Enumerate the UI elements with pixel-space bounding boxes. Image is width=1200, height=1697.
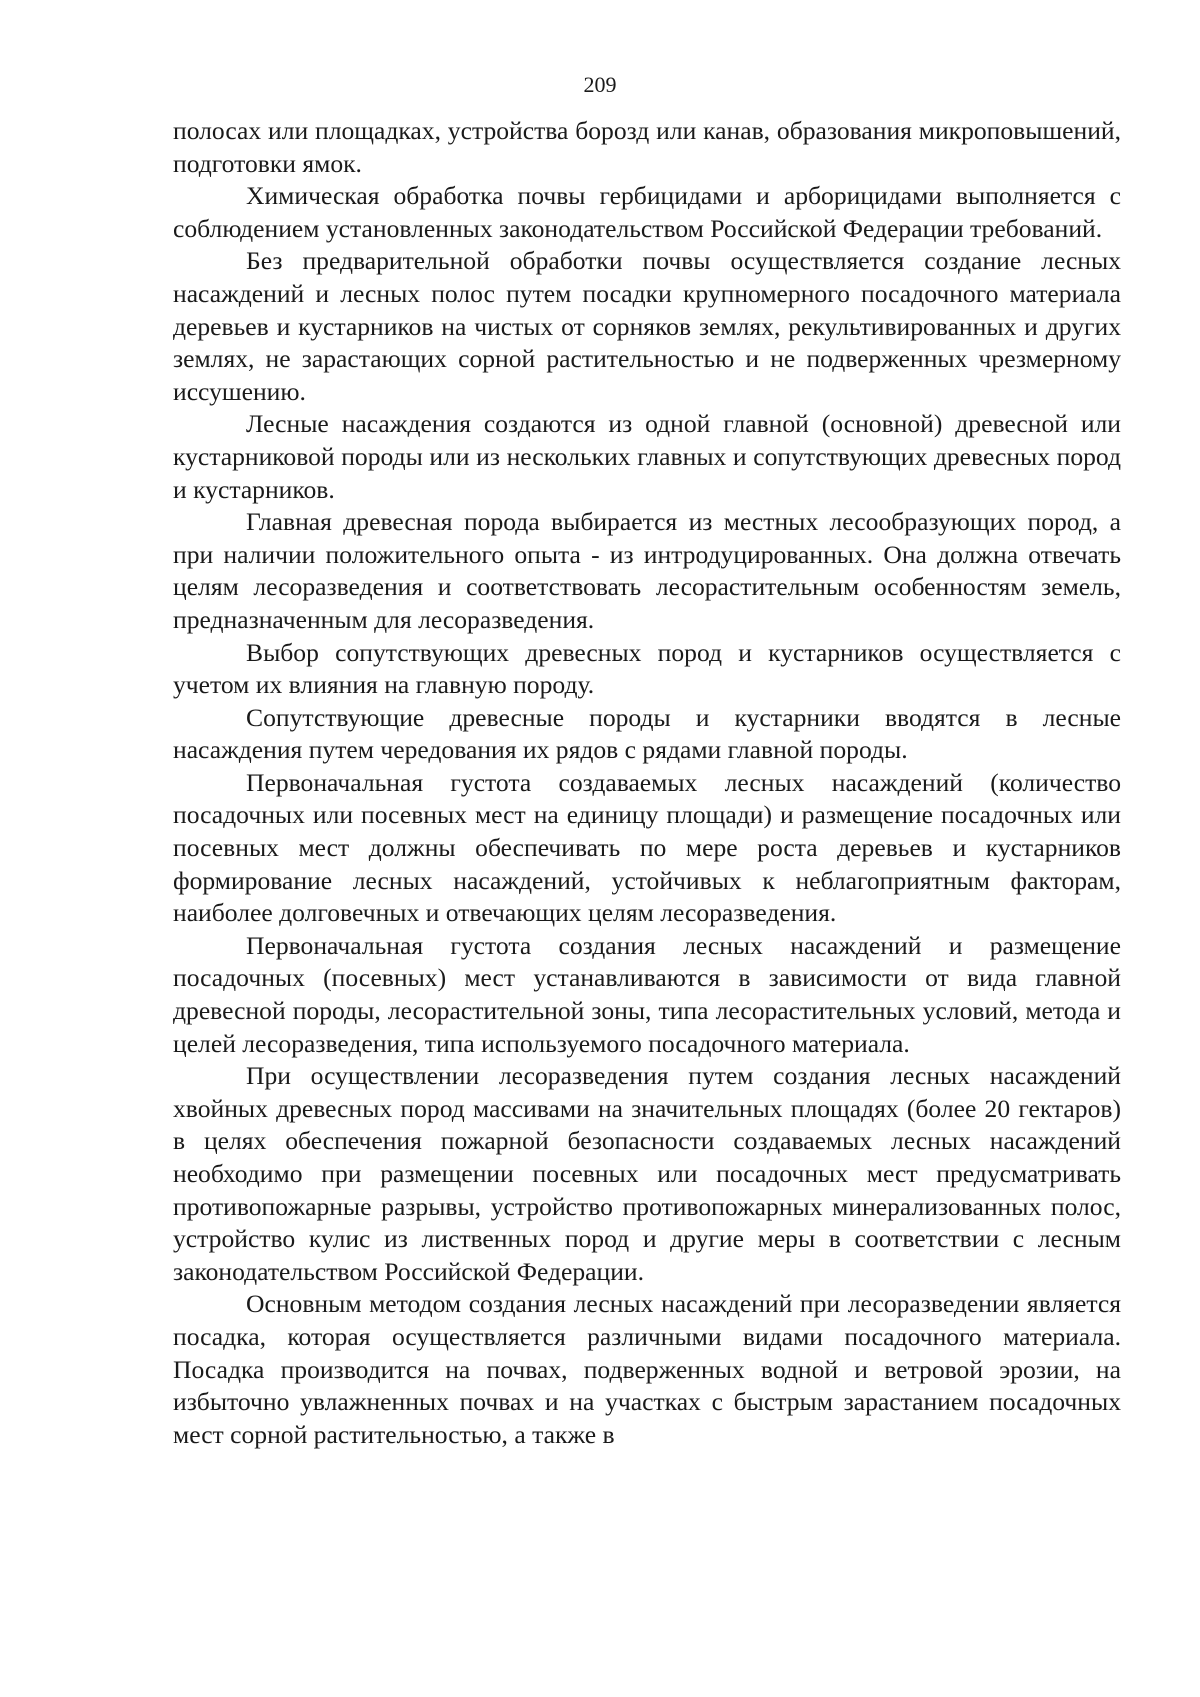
paragraph-stand-composition: Лесные насаждения создаются из одной главной (основной) древесной или кустарниковой породы или из нескольких главных и сопутствующих древесных пород и кустарников. <box>173 409 1121 504</box>
paragraph-main-species: Главная древесная порода выбирается из местных лесообразующих пород, а при наличии положительного опыта - из интродуцированных. Она должна отвечать целям лесоразведения и соответствовать лесорастительным особенностям земель, предназначенным для лесоразведения. <box>173 507 1121 634</box>
paragraph-companion-species: Выбор сопутствующих древесных пород и кустарников осуществляется с учетом их влияния на главную породу. <box>173 637 1121 700</box>
paragraph-companion-rows: Сопутствующие древесные породы и кустарники вводятся в лесные насаждения путем чередования их рядов с рядами главной породы. <box>173 702 1121 765</box>
paragraph-density-factors: Первоначальная густота создания лесных насаждений и размещение посадочных (посевных) мест устанавливаются в зависимости от вида главной древесной породы, лесорастительной зоны, типа лесорастительных условий, метода и целей лесоразведения, типа используемого посадочного материала. <box>173 930 1121 1058</box>
paragraph-no-soil-treatment: Без предварительной обработки почвы осуществляется создание лесных насаждений и лесных полос путем посадки крупномерного посадочного материала деревьев и кустарников на чистых от сорняков землях, рекультивированных и других землях, не зарастающих сорной растительностью и не подверженных чрезмерному иссушению. <box>173 246 1121 406</box>
page-number: 209 <box>583 72 617 97</box>
paragraph-fire-safety: При осуществлении лесоразведения путем создания лесных насаждений хвойных древесных пород массивами на значительных площадях (более 20 гектаров) в целях обеспечения пожарной безопасности создаваемых лесных насаждений необходимо при размещении посевных или посадочных мест предусматривать противопожарные разрывы, устройство противопожарных минерализованных полос, устройство кулис из лиственных пород и другие меры в соответствии с лесным законодательством Российской Федерации. <box>173 1061 1121 1286</box>
body-text <box>173 115 1121 1451</box>
paragraph-chemical-treatment: Химическая обработка почвы гербицидами и арборицидами выполняется с соблюдением установленных законодательством Российской Федерации требований. <box>173 181 1121 243</box>
paragraph-initial-density: Первоначальная густота создаваемых лесных насаждений (количество посадочных или посевных мест на единицу площади) и размещение посадочных или посевных мест должны обеспечивать по мере роста деревьев и кустарников формирование лесных насаждений, устойчивых к неблагоприятным факторам, наиболее долговечных и отвечающих целям лесоразведения. <box>173 767 1121 928</box>
paragraph-planting-method: Основным методом создания лесных насаждений при лесоразведении является посадка, которая осуществляется различными видами посадочного материала. Посадка производится на почвах, подверженных водной и ветровой эрозии, на избыточно увлажненных почвах и на участках с быстрым зарастанием посадочных мест сорной растительностью, а также в <box>173 1289 1121 1449</box>
paragraph-continuation: полосах или площадках, устройства борозд или канав, образования микроповышений, подготовки ямок. <box>173 116 1121 178</box>
